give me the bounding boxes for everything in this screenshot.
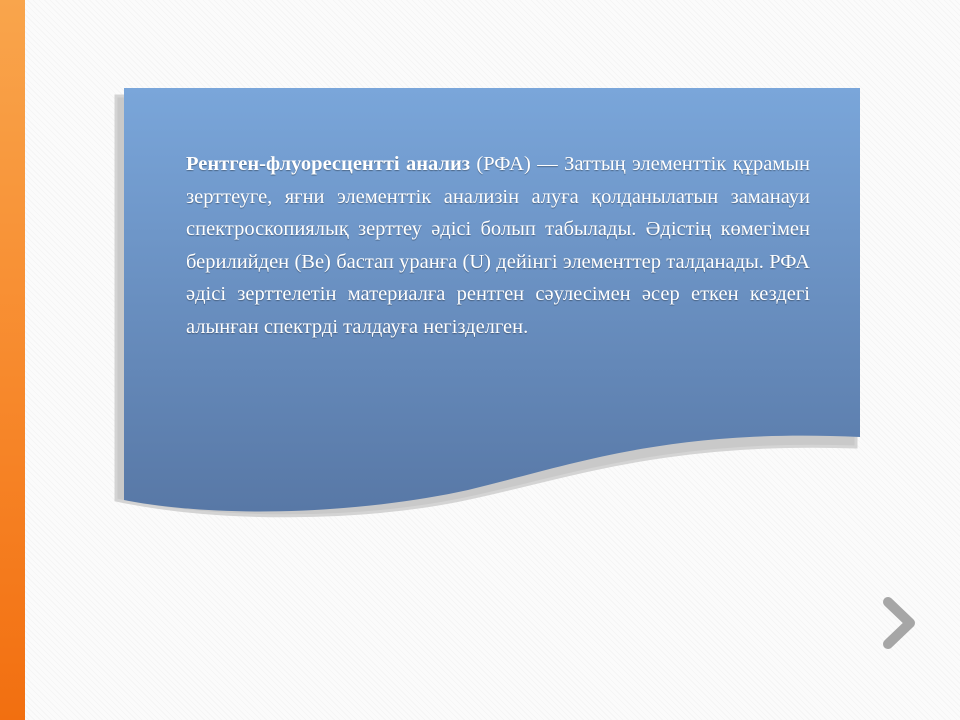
slide-body-description: (РФА) — Заттың элементтік құрамын зерттеуге, яғни элементтік анализін алуға қолданылатын заманауи спектроскопиялық зерттеу әдісі болып табылады. Әдістің көмегімен берилийден (Ве) бастап уранға (U) дейінгі элементтер талданады. РФА әдісі зерттелетін материалға рентген сәулесімен әсер еткен кездегі алынған спектрді талдауға негізделген.	[186, 153, 811, 338]
chevron-right-icon[interactable]	[882, 596, 918, 650]
slide-body-term: Рентген-флуоресцентті анализ	[186, 153, 471, 175]
next-arrow-shape	[882, 596, 918, 650]
slide-body-text	[186, 148, 810, 343]
